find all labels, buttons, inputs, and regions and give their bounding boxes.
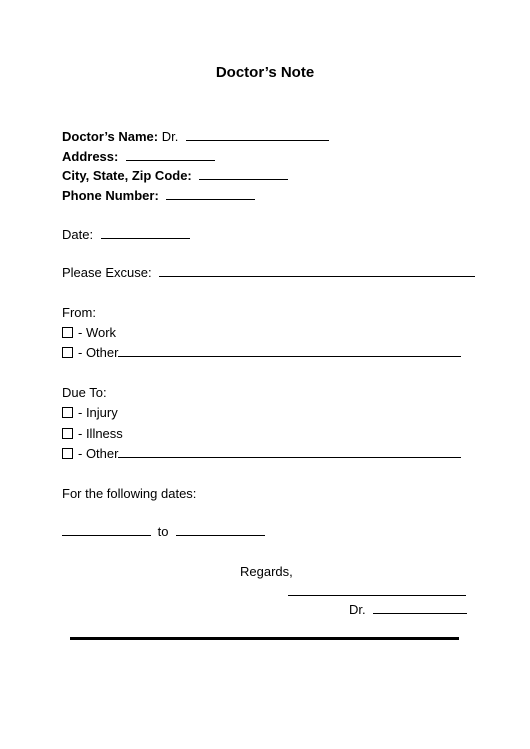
doctor-name-row [62, 128, 329, 145]
signature-line[interactable] [288, 583, 466, 596]
from-other-checkbox[interactable] [62, 347, 73, 358]
signature-prefix: Dr. [349, 602, 366, 617]
phone-row [62, 187, 255, 204]
city-field[interactable] [199, 167, 288, 180]
date-row [62, 226, 190, 243]
excuse-label: Please Excuse: [62, 265, 152, 280]
due-option-illness [62, 425, 123, 442]
doctor-name-field[interactable] [186, 128, 329, 141]
signature-name-row [349, 601, 467, 618]
excuse-field[interactable] [159, 264, 475, 277]
dates-label: For the following dates: [62, 486, 197, 501]
doctor-name-label: Doctor’s Name: [62, 129, 159, 144]
regards-label: Regards, [240, 564, 293, 579]
due-other-checkbox[interactable] [62, 448, 73, 459]
from-option-work [62, 324, 116, 341]
start-date-field[interactable] [62, 523, 151, 536]
doctor-prefix: Dr. [161, 129, 179, 144]
address-row [62, 148, 215, 165]
due-option-injury [62, 404, 118, 421]
from-option-other [62, 344, 461, 361]
phone-field[interactable] [166, 187, 255, 200]
date-field[interactable] [101, 226, 190, 239]
illness-checkbox[interactable] [62, 428, 73, 439]
end-date-field[interactable] [176, 523, 265, 536]
dates-row [62, 523, 265, 540]
due-option-other [62, 445, 461, 462]
from-label: From: [62, 305, 96, 320]
from-other-field[interactable] [118, 344, 461, 357]
from-other-label: - Other [78, 345, 119, 360]
address-label: Address: [62, 149, 119, 164]
signature-name-field[interactable] [373, 601, 467, 614]
due-to-label: Due To: [62, 385, 107, 400]
bottom-separator [70, 637, 459, 640]
work-label: - Work [78, 325, 117, 340]
page-title: Doctor’s Note [215, 64, 315, 81]
injury-label: - Injury [78, 405, 118, 420]
illness-label: - Illness [78, 426, 123, 441]
phone-label: Phone Number: [62, 188, 159, 203]
excuse-row [62, 264, 475, 281]
due-other-label: - Other [78, 446, 119, 461]
city-label: City, State, Zip Code: [62, 168, 192, 183]
address-field[interactable] [126, 148, 215, 161]
due-other-field[interactable] [118, 445, 461, 458]
work-checkbox[interactable] [62, 327, 73, 338]
city-row [62, 167, 288, 184]
date-label: Date: [62, 227, 94, 242]
to-label: to [157, 524, 169, 539]
injury-checkbox[interactable] [62, 407, 73, 418]
